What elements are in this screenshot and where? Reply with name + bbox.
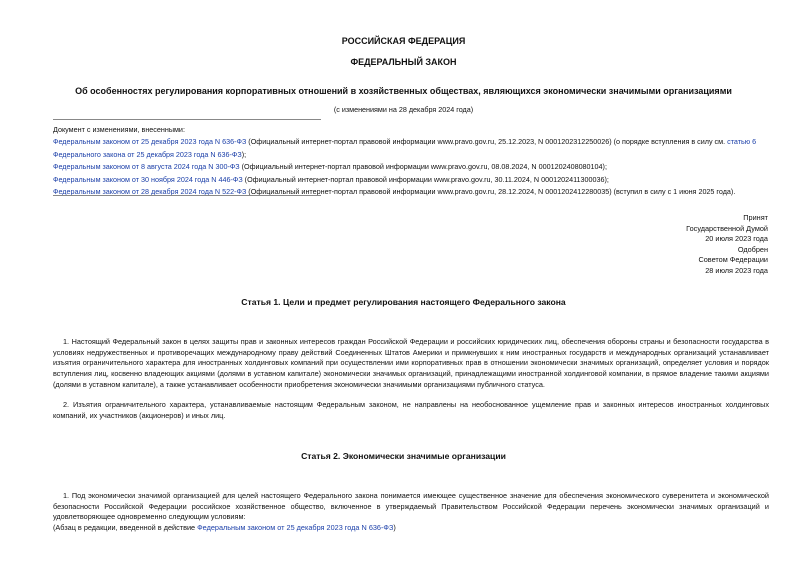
law-type-heading: ФЕДЕРАЛЬНЫЙ ЗАКОН <box>350 57 457 67</box>
change-link[interactable]: Федеральным законом от 8 августа 2024 года N 300-ФЗ <box>53 162 240 172</box>
change-link-article[interactable]: статью 6 Федерального закона от 25 декабря 2023 года N 636-ФЗ <box>53 137 757 159</box>
changes-block <box>53 124 773 198</box>
article-1-paragraph-1: 1. Настоящий Федеральный закон в целях защиты прав и законных интересов граждан Российской Федерации и российских юридических лиц, обеспечения обороны страны и безопасности государства в условиях недружественных и противоречащих международному праву действий Соединенных Штатов Америки и примкнувших к ним иностранных государств и международных организаций устанавливает изъятия ограничительного характера для иностранных холдинговых компаний при осуществлении ими корпоративных прав в отношении экономически значимых организаций, определяет условия и порядок вступления лиц, косвенно владеющих акциями (долями в уставном капитале) экономически значимых организаций, принадлежащими иностранной холдинговой компании, в прямое владение такими акциями (долями в уставном капитале), а также устанавливает особенности приобретения экономически значимыми организациями публичного статуса. <box>53 337 769 389</box>
law-title: Об особенностях регулирования корпоративных отношений в хозяйственных обществах, являющихся экономически значимыми организациями <box>75 86 732 96</box>
change-link[interactable]: Федеральным законом от 25 декабря 2023 года N 636-ФЗ <box>53 137 247 147</box>
amendment-note: (Абзац в редакции, введенной в действие Федеральным законом от 25 декабря 2023 года N 636-ФЗ) <box>53 523 396 532</box>
change-item: Федеральным законом от 28 декабря 2024 года N 522-ФЗ (Официальный интернет-портал правовой информации www.pravo.gov.ru, 28.12.2024, N 0001202412280035) (вступил в силу с 1 июня 2025 года). <box>53 187 736 197</box>
change-item: Федеральным законом от 30 ноября 2024 года N 446-ФЗ (Официальный интернет-портал правовой информации www.pravo.gov.ru, 30.11.2024, N 0001202411300036); <box>53 174 609 184</box>
change-item: Федеральным законом от 8 августа 2024 года N 300-ФЗ (Официальный интернет-портал правовой информации www.pravo.gov.ru, 08.08.2024, N 0001202408080104); <box>53 162 607 172</box>
divider-bottom <box>53 195 321 196</box>
article-1-paragraph-2: 2. Изъятия ограничительного характера, устанавливаемые настоящим Федеральным законом, не направлены на необоснованное ущемление прав и законных интересов иностранных холдинговых компаний, их участников (акционеров) и иных лиц. <box>53 400 769 420</box>
change-link[interactable]: Федеральным законом от 28 декабря 2024 года N 522-ФЗ <box>53 187 247 197</box>
change-item: Федеральным законом от 25 декабря 2023 года N 636-ФЗ (Официальный интернет-портал правовой информации www.pravo.gov.ru, 25.12.2023, N 0001202312250026) (о порядке вступления в силу см. статью 6 Федерального закона от 25 декабря 2023 года N 636-ФЗ); <box>53 137 757 159</box>
changes-intro: Документ с изменениями, внесенными: <box>53 125 185 134</box>
change-link[interactable]: Федеральным законом от 30 ноября 2024 года N 446-ФЗ <box>53 174 243 184</box>
adoption-block: Принят Государственной Думой 20 июля 2023 года Одобрен Советом Федерации 28 июля 2023 года <box>686 213 768 275</box>
divider-top <box>53 119 321 120</box>
article-2-title: Статья 2. Экономически значимые организации <box>301 451 506 461</box>
article-1-title: Статья 1. Цели и предмет регулирования настоящего Федерального закона <box>241 297 566 307</box>
article-2-paragraph-1: 1. Под экономически значимой организацией для целей настоящего Федерального закона понимается имеющее существенное значение для обеспечения экономического суверенитета и экономической безопасности Российской Федерации российское хозяйственное общество, включенное в утверждаемый Правительством Российской Федерации перечень экономически значимых организаций и удовлетворяющее одновременно следующим условиям: <box>53 491 769 522</box>
edition-note: (с изменениями на 28 декабря 2024 года) <box>333 105 474 114</box>
amendment-note-link[interactable]: Федеральным законом от 25 декабря 2023 года N 636-ФЗ <box>197 523 394 532</box>
federation-heading: РОССИЙСКАЯ ФЕДЕРАЦИЯ <box>341 36 466 46</box>
